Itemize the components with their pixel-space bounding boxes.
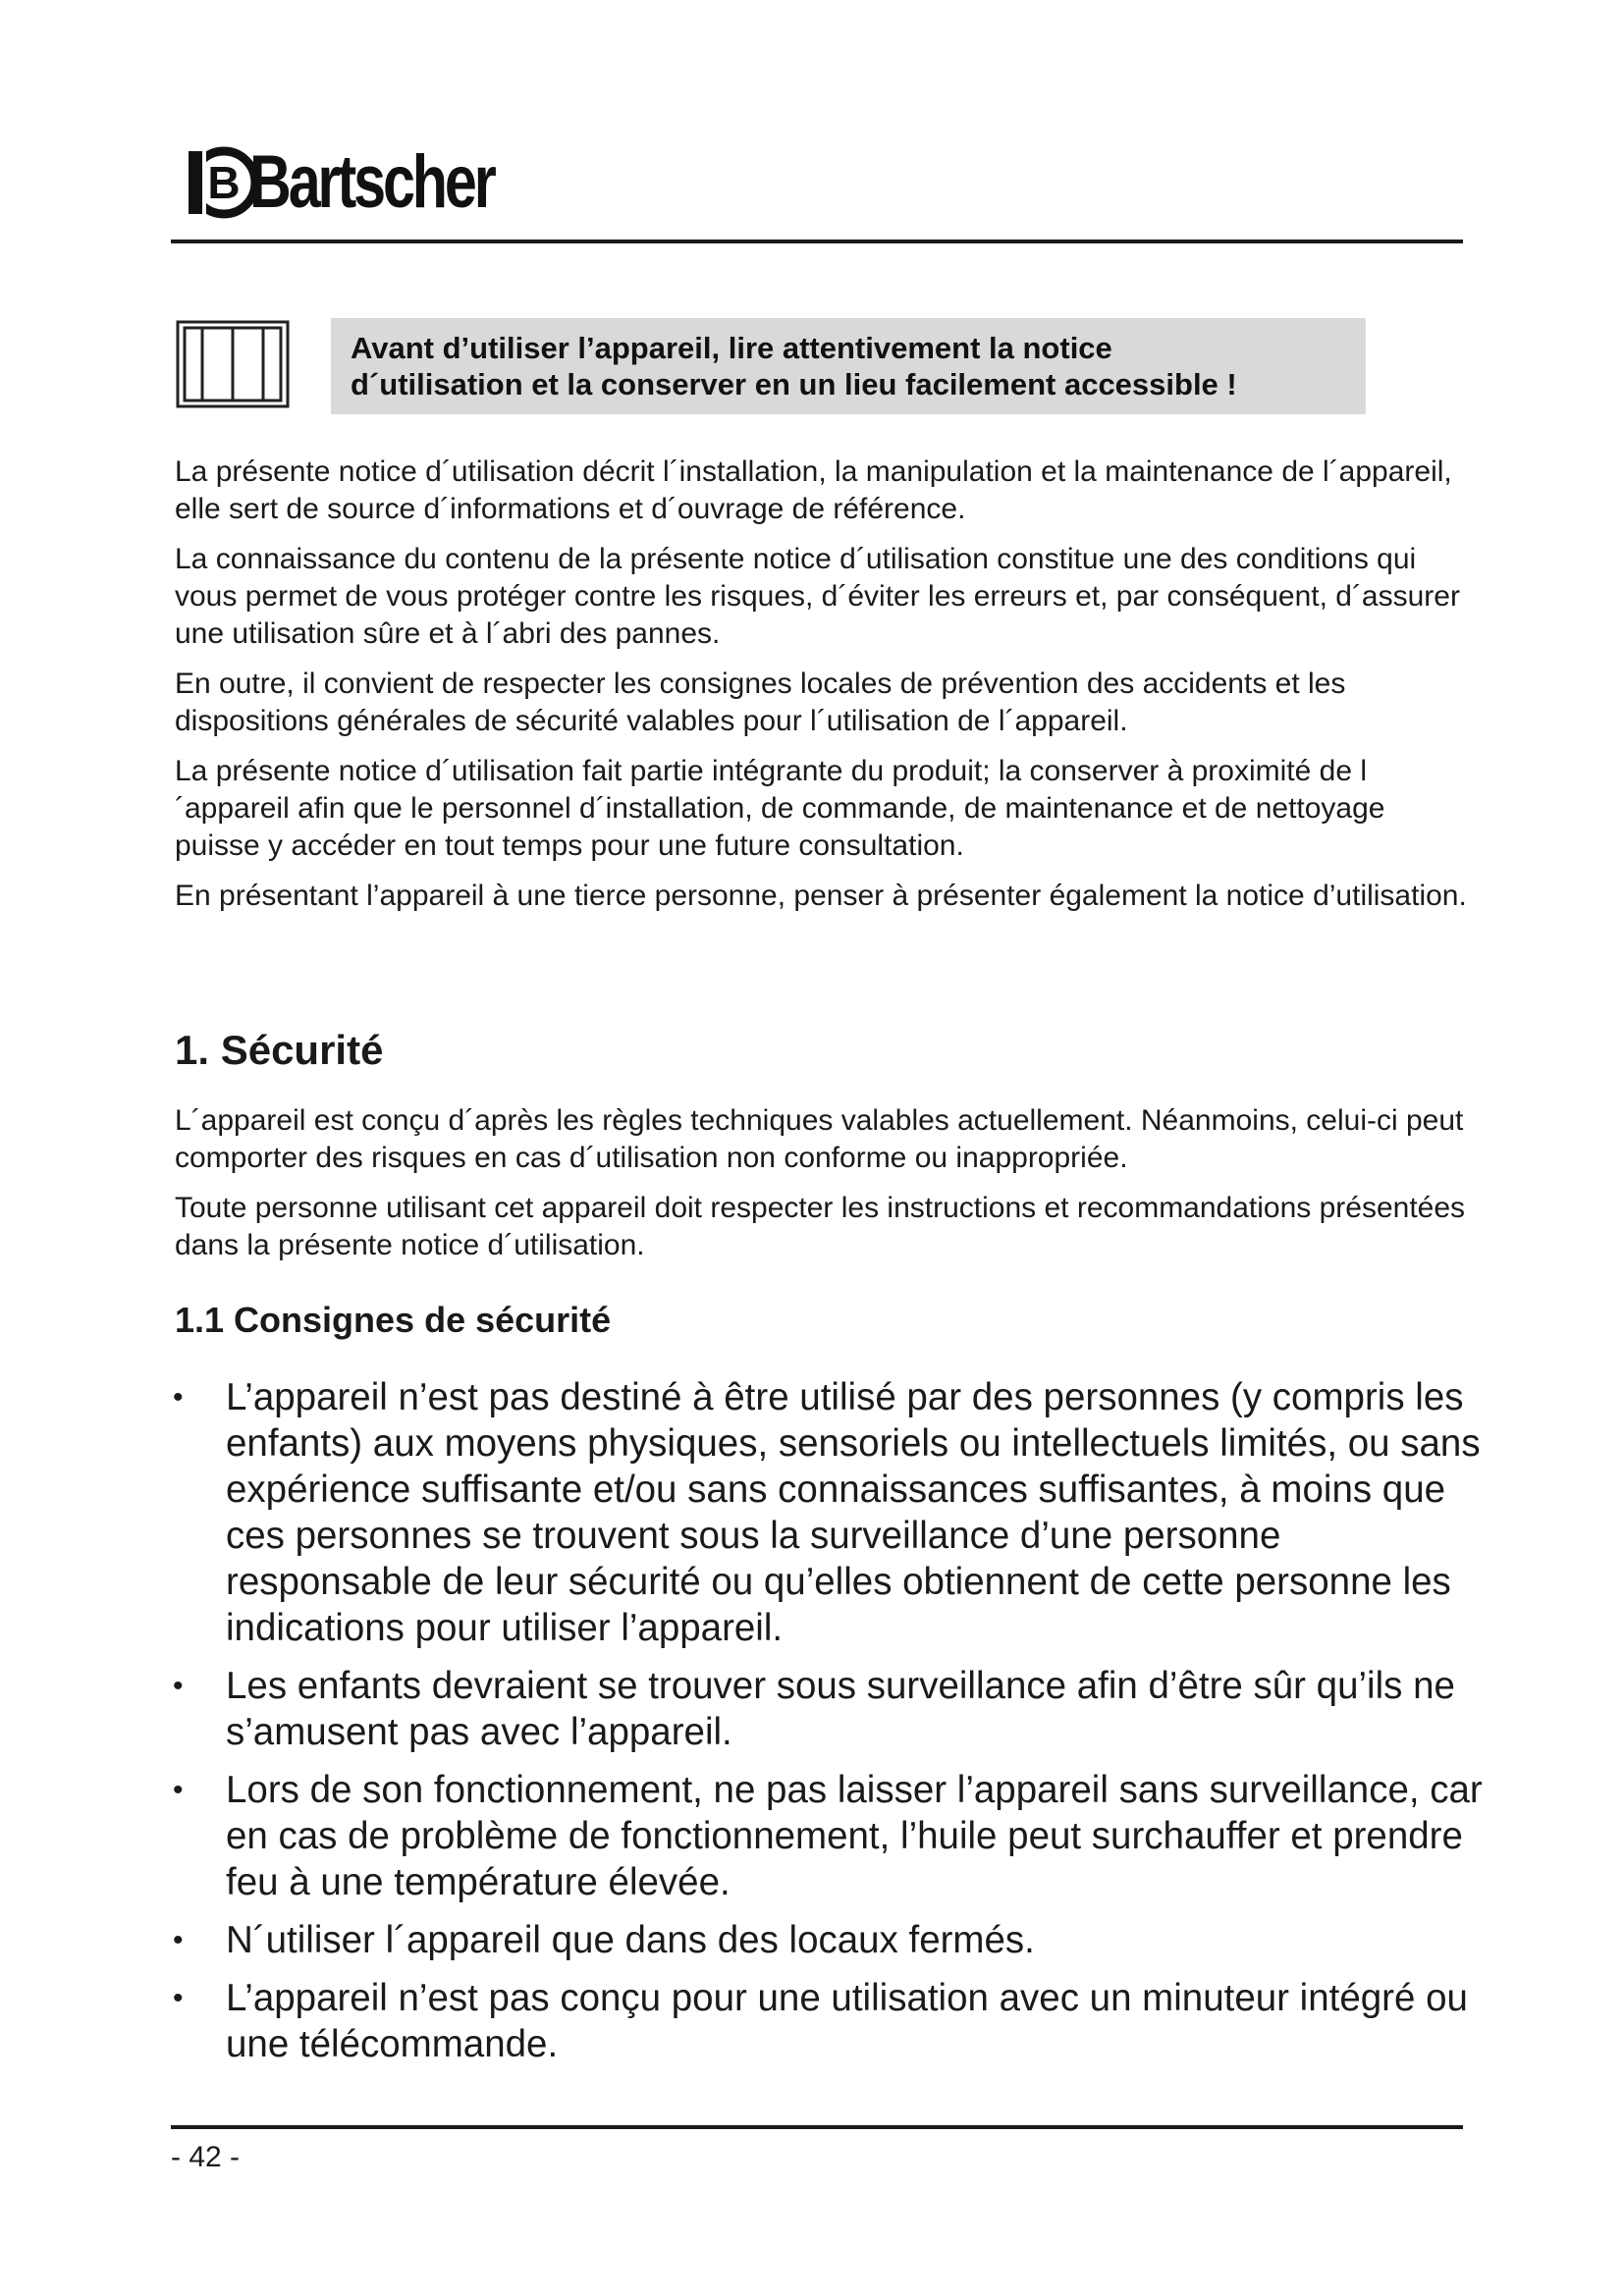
intro-paragraph: En outre, il convient de respecter les consignes locales de prévention des accidents et les dispositions générales de sécurité valables pour l´utilisation de l´appareil.	[175, 667, 1346, 737]
security-paragraph: Toute personne utilisant cet appareil doit respecter les instructions et recommandations présentées dans la présente notice d´utilisation.	[175, 1192, 1466, 1261]
header-divider	[171, 240, 1463, 243]
bullet-icon: •	[173, 1381, 184, 1414]
bartscher-logo-mark-icon	[179, 137, 255, 228]
intro-paragraph: En présentant l’appareil à une tierce personne, penser à présenter également la notice d’utilisation.	[175, 880, 1467, 912]
list-item	[167, 1975, 1492, 2067]
logo-mark-letter: B	[207, 157, 241, 208]
list-item	[167, 1663, 1492, 1755]
list-item-text: N´utiliser l´appareil que dans des locaux fermés.	[226, 1919, 1035, 1961]
subsection-title-consignes: 1.1 Consignes de sécurité	[175, 1300, 612, 1340]
list-item	[167, 1767, 1492, 1905]
security-paragraph: L´appareil est conçu d´après les règles techniques valables actuellement. Néanmoins, celui-ci peut comporter des risques en cas d´utilisation non conforme ou inappropriée.	[175, 1104, 1464, 1174]
brand-name: Bartscher	[249, 140, 494, 224]
security-text	[175, 1102, 1471, 1277]
list-item	[167, 1374, 1492, 1651]
bullet-icon: •	[173, 1670, 184, 1702]
intro-paragraph: La présente notice d´utilisation fait partie intégrante du produit; la conserver à proximité de l´appareil afin que le personnel d´installation, de commande, de maintenance et de nettoyage puisse y accéder en tout temps pour une future consultation.	[175, 755, 1385, 862]
safety-instructions-list	[167, 1374, 1492, 2079]
footer-divider	[171, 2125, 1463, 2129]
bullet-icon: •	[173, 1924, 184, 1956]
list-item-text: L’appareil n’est pas conçu pour une utilisation avec un minuteur intégré ou une télécommande.	[226, 1977, 1468, 2065]
bullet-icon: •	[173, 1774, 184, 1806]
list-item	[167, 1917, 1492, 1963]
notice-line: d´utilisation et la conserver en un lieu facilement accessible !	[351, 367, 1237, 401]
brand-logo	[179, 137, 563, 228]
list-item-text: Lors de son fonctionnement, ne pas laisser l’appareil sans surveillance, car en cas de problème de fonctionnement, l’huile peut surchauffer et prendre feu à une température élevée.	[226, 1769, 1483, 1903]
list-item-text: L’appareil n’est pas destiné à être utilisé par des personnes (y compris les enfants) aux moyens physiques, sensoriels ou intellectuels limités, ou sans expérience suffisante et/ou sans connaissances suffisantes, à moins que ces personnes se trouvent sous la surveillance d’une personne responsable de leur sécurité ou qu’elles obtiennent de cette personne les indications pour utiliser l’appareil.	[226, 1376, 1481, 1649]
list-item-text: Les enfants devraient se trouver sous surveillance afin d’être sûr qu’ils ne s’amusent pas avec l’appareil.	[226, 1665, 1455, 1753]
open-book-icon	[175, 316, 291, 410]
read-manual-notice	[331, 318, 1366, 414]
bullet-icon: •	[173, 1982, 184, 2014]
intro-text	[175, 454, 1471, 928]
notice-line: Avant d’utiliser l’appareil, lire attentivement la notice	[351, 331, 1112, 365]
section-title-securite: 1. Sécurité	[175, 1027, 384, 1073]
intro-paragraph: La connaissance du contenu de la présente notice d´utilisation constitue une des conditions qui vous permet de vous protéger contre les risques, d´éviter les erreurs et, par conséquent, d´assurer une utilisation sûre et à l´abri des pannes.	[175, 543, 1460, 650]
page-number: - 42 -	[171, 2141, 241, 2173]
intro-paragraph: La présente notice d´utilisation décrit l´installation, la manipulation et la maintenance de l´appareil, elle sert de source d´informations et d´ouvrage de référence.	[175, 455, 1452, 525]
